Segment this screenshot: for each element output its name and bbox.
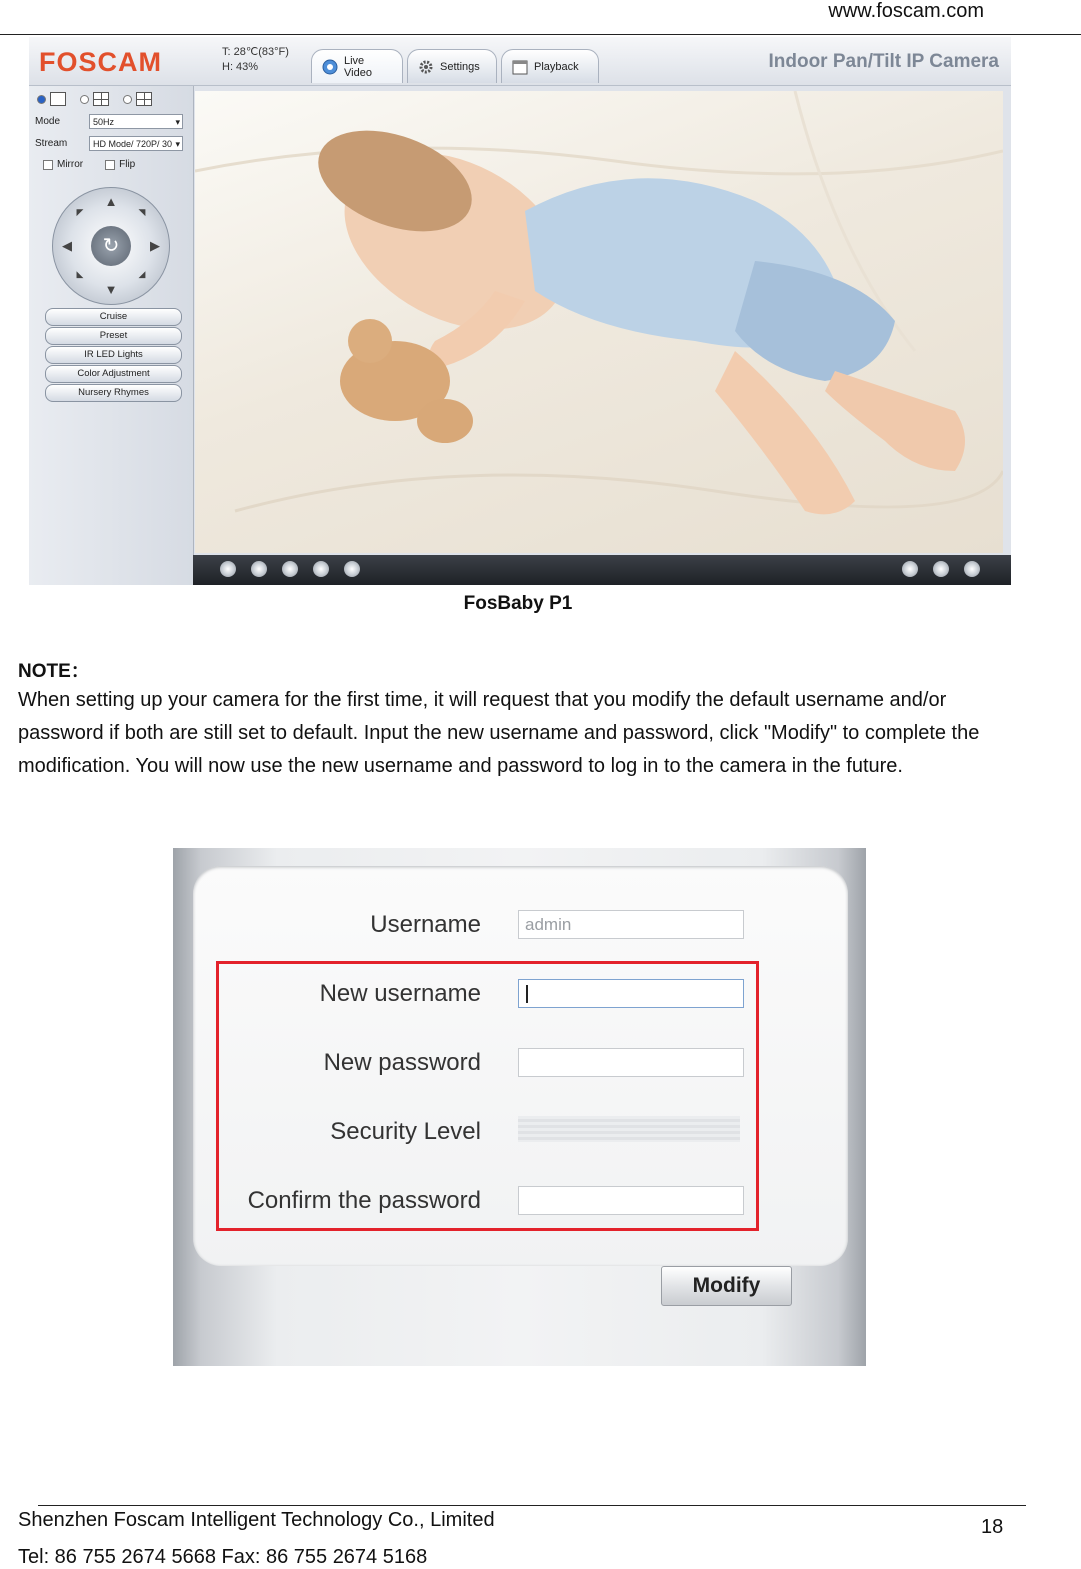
stream-row: [35, 136, 183, 151]
tab-live-video[interactable]: [311, 49, 403, 83]
camera-control-panel: [29, 86, 194, 585]
mode-row: [35, 114, 183, 129]
pan-down-arrow-icon[interactable]: ▼: [104, 282, 118, 297]
temperature-readout: T: 28℃(83°F): [222, 46, 289, 58]
view-nine-option[interactable]: [123, 92, 152, 106]
tab-label: Playback: [534, 60, 579, 73]
flip-label: Flip: [119, 159, 136, 170]
nursery-rhymes-button[interactable]: Nursery Rhymes: [45, 384, 182, 402]
tab-label: Settings: [440, 60, 480, 73]
mode-label: Mode: [35, 116, 61, 127]
pan-up-left-arrow-icon[interactable]: ◤: [76, 207, 84, 217]
figure-caption: FosBaby P1: [463, 593, 573, 614]
new-password-label: New password: [323, 1049, 481, 1076]
calendar-icon: [512, 59, 528, 75]
ptz-reset-icon[interactable]: ↻: [91, 226, 131, 266]
video-toolbar: [193, 555, 1011, 585]
note-title: NOTE：: [18, 661, 90, 682]
header-url: www.foscam.com: [828, 0, 984, 22]
environment-readout: [222, 45, 289, 75]
header-divider: [0, 34, 1081, 35]
stream-label: Stream: [35, 138, 68, 149]
mirror-checkbox[interactable]: [43, 159, 83, 170]
zoom-icon[interactable]: [933, 561, 949, 577]
modify-button[interactable]: Modify: [661, 1266, 792, 1306]
security-level-label: Security Level: [330, 1118, 481, 1145]
page-number: 18: [981, 1516, 1004, 1538]
flip-checkbox[interactable]: [105, 159, 135, 170]
username-label: Username: [370, 911, 481, 938]
tab-label: Live Video: [344, 54, 372, 79]
footer-company: Shenzhen Foscam Intelligent Technology Co., Limited: [18, 1509, 495, 1531]
mode-select[interactable]: 50Hz ▾: [89, 114, 183, 129]
pan-down-right-arrow-icon[interactable]: ◢: [138, 269, 146, 279]
single-view-icon: [50, 92, 66, 106]
quad-view-icon: [93, 92, 109, 106]
view-layout-selector: [37, 92, 152, 106]
cruise-button[interactable]: Cruise: [45, 308, 182, 326]
tab-settings[interactable]: [407, 49, 497, 83]
ir-led-lights-button[interactable]: IR LED Lights: [45, 346, 182, 364]
new-username-label: New username: [319, 980, 481, 1007]
color-adjustment-button[interactable]: Color Adjustment: [45, 365, 182, 383]
pan-left-arrow-icon[interactable]: ◀: [62, 238, 72, 253]
fullscreen-icon[interactable]: [964, 561, 980, 577]
snapshot-icon[interactable]: [344, 561, 360, 577]
pan-up-right-arrow-icon[interactable]: ◥: [138, 207, 146, 217]
audio-icon[interactable]: [313, 561, 329, 577]
nine-view-icon: [136, 92, 152, 106]
tab-playback[interactable]: [501, 49, 599, 83]
view-quad-option[interactable]: [80, 92, 109, 106]
stream-select[interactable]: HD Mode/ 720P/ 30 ▾: [89, 136, 183, 151]
talk-icon[interactable]: [282, 561, 298, 577]
camera-top-bar: [29, 37, 1011, 86]
preset-button[interactable]: Preset: [45, 327, 182, 345]
ptz-direction-pad: [52, 187, 170, 305]
camera-model-title: Indoor Pan/Tilt IP Camera: [768, 51, 999, 72]
stop-icon[interactable]: [251, 561, 267, 577]
live-video-feed: [195, 91, 1003, 553]
footer-divider: [38, 1505, 1026, 1506]
camera-icon: [322, 59, 338, 75]
confirm-password-label: Confirm the password: [247, 1187, 481, 1214]
image-options-row: [43, 159, 157, 170]
play-icon[interactable]: [220, 561, 236, 577]
foscam-logo: FOSCAM: [39, 47, 162, 77]
note-body: When setting up your camera for the first time, it will request that you modify the default username and/or password if both are still set to default. Input the new username and password, click "Modify" to complete the modification. You will now use the new username and password to log in to the camera in the future.: [18, 689, 980, 777]
humidity-readout: H: 43%: [222, 61, 259, 73]
camera-ui-screenshot: [29, 37, 1011, 585]
mirror-label: Mirror: [57, 159, 84, 170]
view-single-option[interactable]: [37, 92, 66, 106]
gear-icon: [418, 59, 434, 75]
sleeping-baby-image: [195, 91, 1003, 553]
footer-contact: Tel: 86 755 2674 5668 Fax: 86 755 2674 5168: [18, 1546, 428, 1568]
pan-down-left-arrow-icon[interactable]: ◣: [76, 269, 84, 279]
pan-right-arrow-icon[interactable]: ▶: [150, 238, 160, 253]
highlight-box: [216, 961, 759, 1231]
username-input[interactable]: [518, 910, 744, 939]
pan-up-arrow-icon[interactable]: ▲: [104, 194, 118, 209]
record-icon[interactable]: [902, 561, 918, 577]
modify-credentials-dialog: [173, 848, 866, 1366]
